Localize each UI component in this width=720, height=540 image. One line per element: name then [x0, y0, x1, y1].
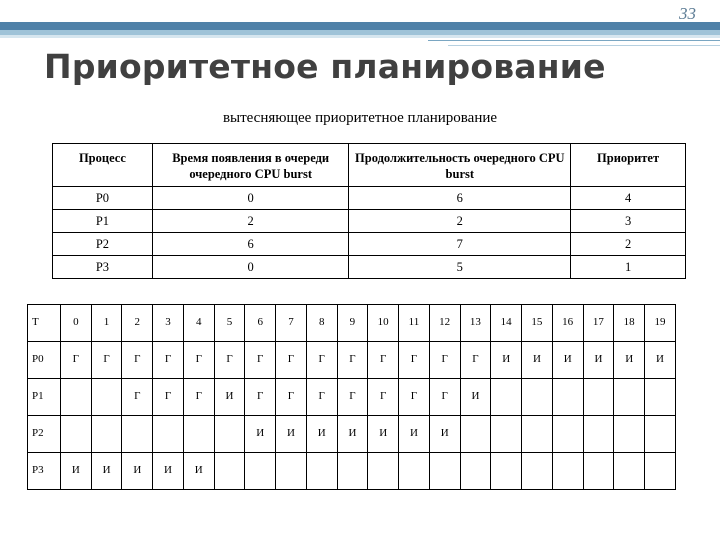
timeline-cell	[60, 379, 91, 416]
timeline-cell: Г	[183, 342, 214, 379]
timeline-cell	[491, 416, 522, 453]
timeline-cell: И	[91, 453, 122, 490]
timeline-cell	[583, 416, 614, 453]
timeline-cell: Г	[399, 379, 430, 416]
timeline-cell: 12	[429, 305, 460, 342]
timeline-cell: 19	[645, 305, 676, 342]
timeline-cell	[306, 453, 337, 490]
table-cell: 4	[571, 187, 686, 210]
process-table	[52, 143, 686, 279]
process-name-cell: P0	[53, 187, 153, 210]
timeline-cell	[491, 379, 522, 416]
process-name-cell: P3	[53, 256, 153, 279]
timeline-cell	[522, 416, 553, 453]
timeline-cell: 10	[368, 305, 399, 342]
timeline-cell	[460, 453, 491, 490]
timeline-cell	[491, 453, 522, 490]
timeline-cell: Г	[276, 379, 307, 416]
timeline-cell: 8	[306, 305, 337, 342]
timeline-cell: Г	[245, 379, 276, 416]
timeline-cell	[645, 453, 676, 490]
timeline-row	[28, 416, 676, 453]
timeline-cell: Г	[306, 379, 337, 416]
timeline-row	[28, 379, 676, 416]
timeline-cell	[429, 453, 460, 490]
timeline-cell: 16	[552, 305, 583, 342]
timeline-cell	[460, 416, 491, 453]
timeline-cell: И	[429, 416, 460, 453]
table-cell: 6	[349, 187, 571, 210]
table-cell: 2	[152, 210, 349, 233]
timeline-cell	[614, 416, 645, 453]
header-decoration	[0, 0, 720, 22]
timeline-cell: 15	[522, 305, 553, 342]
timeline-cell: Г	[153, 342, 184, 379]
timeline-cell	[276, 453, 307, 490]
header-band	[0, 35, 720, 38]
timeline-cell	[153, 416, 184, 453]
timeline-cell: Г	[153, 379, 184, 416]
table-row	[53, 256, 686, 279]
timeline-cell: Г	[337, 379, 368, 416]
timeline-cell: 14	[491, 305, 522, 342]
timeline-cell: Г	[60, 342, 91, 379]
header-cell: Продолжительность очередного CPU burst	[349, 144, 571, 187]
timeline-cell: И	[399, 416, 430, 453]
timeline-cell: И	[153, 453, 184, 490]
row-label: P0	[28, 342, 61, 379]
timeline-cell	[645, 416, 676, 453]
header-cell: Приоритет	[571, 144, 686, 187]
header-band	[0, 22, 720, 30]
table-cell: 7	[349, 233, 571, 256]
timeline-cell	[214, 416, 245, 453]
timeline-cell: И	[306, 416, 337, 453]
timeline-row	[28, 342, 676, 379]
timeline-cell: Г	[429, 342, 460, 379]
table-row	[53, 187, 686, 210]
timeline-cell: 17	[583, 305, 614, 342]
row-label: T	[28, 305, 61, 342]
timeline-cell: И	[522, 342, 553, 379]
timeline-cell: Г	[337, 342, 368, 379]
timeline-cell	[522, 379, 553, 416]
decorative-line	[448, 45, 720, 46]
row-label: P1	[28, 379, 61, 416]
timeline-cell	[583, 453, 614, 490]
table-cell: 0	[152, 256, 349, 279]
timeline-cell: 7	[276, 305, 307, 342]
table-cell: 6	[152, 233, 349, 256]
timeline-cell	[91, 379, 122, 416]
timeline-cell: 9	[337, 305, 368, 342]
timeline-cell	[522, 453, 553, 490]
decorative-line	[428, 40, 720, 41]
timeline-cell: 3	[153, 305, 184, 342]
timeline-cell: И	[337, 416, 368, 453]
slide-subtitle: вытесняющее приоритетное планирование	[222, 110, 498, 126]
timeline-cell: Г	[276, 342, 307, 379]
table-row	[53, 210, 686, 233]
timeline-cell: И	[245, 416, 276, 453]
timeline-cell	[122, 416, 153, 453]
timeline-cell: И	[276, 416, 307, 453]
timeline-cell	[552, 416, 583, 453]
timeline-cell	[214, 453, 245, 490]
table-cell: 1	[571, 256, 686, 279]
table-cell: 5	[349, 256, 571, 279]
timeline-cell: И	[368, 416, 399, 453]
timeline-cell: 4	[183, 305, 214, 342]
timeline-cell	[645, 379, 676, 416]
timeline-cell: Г	[122, 342, 153, 379]
slide-title: Приоритетное планирование	[44, 47, 606, 86]
timeline-row	[28, 453, 676, 490]
timeline-cell	[399, 453, 430, 490]
timeline-cell	[583, 379, 614, 416]
table-cell: 3	[571, 210, 686, 233]
timeline-cell: И	[183, 453, 214, 490]
timeline-cell: 5	[214, 305, 245, 342]
timeline-cell: Г	[368, 379, 399, 416]
header-cell: Процесс	[53, 144, 153, 187]
timeline-cell: Г	[183, 379, 214, 416]
timeline-cell	[552, 453, 583, 490]
timeline-cell: Г	[122, 379, 153, 416]
timeline-cell	[91, 416, 122, 453]
process-name-cell: P2	[53, 233, 153, 256]
timeline-cell	[552, 379, 583, 416]
timeline-row	[28, 305, 676, 342]
timeline-cell: 0	[60, 305, 91, 342]
row-label: P2	[28, 416, 61, 453]
table-cell: 2	[349, 210, 571, 233]
process-table-header	[53, 144, 686, 187]
timeline-cell: Г	[460, 342, 491, 379]
timeline-cell: Г	[306, 342, 337, 379]
timeline-cell	[614, 453, 645, 490]
timeline-cell: 13	[460, 305, 491, 342]
timeline-cell: И	[122, 453, 153, 490]
timeline-cell: И	[552, 342, 583, 379]
timeline-table	[27, 304, 676, 490]
timeline-cell: 6	[245, 305, 276, 342]
timeline-cell: Г	[429, 379, 460, 416]
timeline-cell	[183, 416, 214, 453]
timeline-cell	[368, 453, 399, 490]
timeline-cell: 18	[614, 305, 645, 342]
header-cell: Время появления в очереди очередного CPU burst	[152, 144, 349, 187]
timeline-cell: 11	[399, 305, 430, 342]
timeline-cell: И	[614, 342, 645, 379]
timeline-cell: 2	[122, 305, 153, 342]
timeline-cell: Г	[399, 342, 430, 379]
timeline-cell	[337, 453, 368, 490]
table-cell: 0	[152, 187, 349, 210]
timeline-cell: Г	[91, 342, 122, 379]
timeline-cell: Г	[245, 342, 276, 379]
timeline-cell	[60, 416, 91, 453]
timeline-cell	[245, 453, 276, 490]
timeline-cell: И	[214, 379, 245, 416]
timeline-cell: Г	[368, 342, 399, 379]
table-cell: 2	[571, 233, 686, 256]
timeline-cell: И	[460, 379, 491, 416]
timeline-cell: И	[645, 342, 676, 379]
table-row	[53, 233, 686, 256]
timeline-cell: И	[583, 342, 614, 379]
timeline-cell: И	[60, 453, 91, 490]
slide-number: 33	[679, 4, 696, 23]
process-name-cell: P1	[53, 210, 153, 233]
row-label: P3	[28, 453, 61, 490]
timeline-cell: Г	[214, 342, 245, 379]
timeline-cell: 1	[91, 305, 122, 342]
timeline-cell	[614, 379, 645, 416]
timeline-cell: И	[491, 342, 522, 379]
